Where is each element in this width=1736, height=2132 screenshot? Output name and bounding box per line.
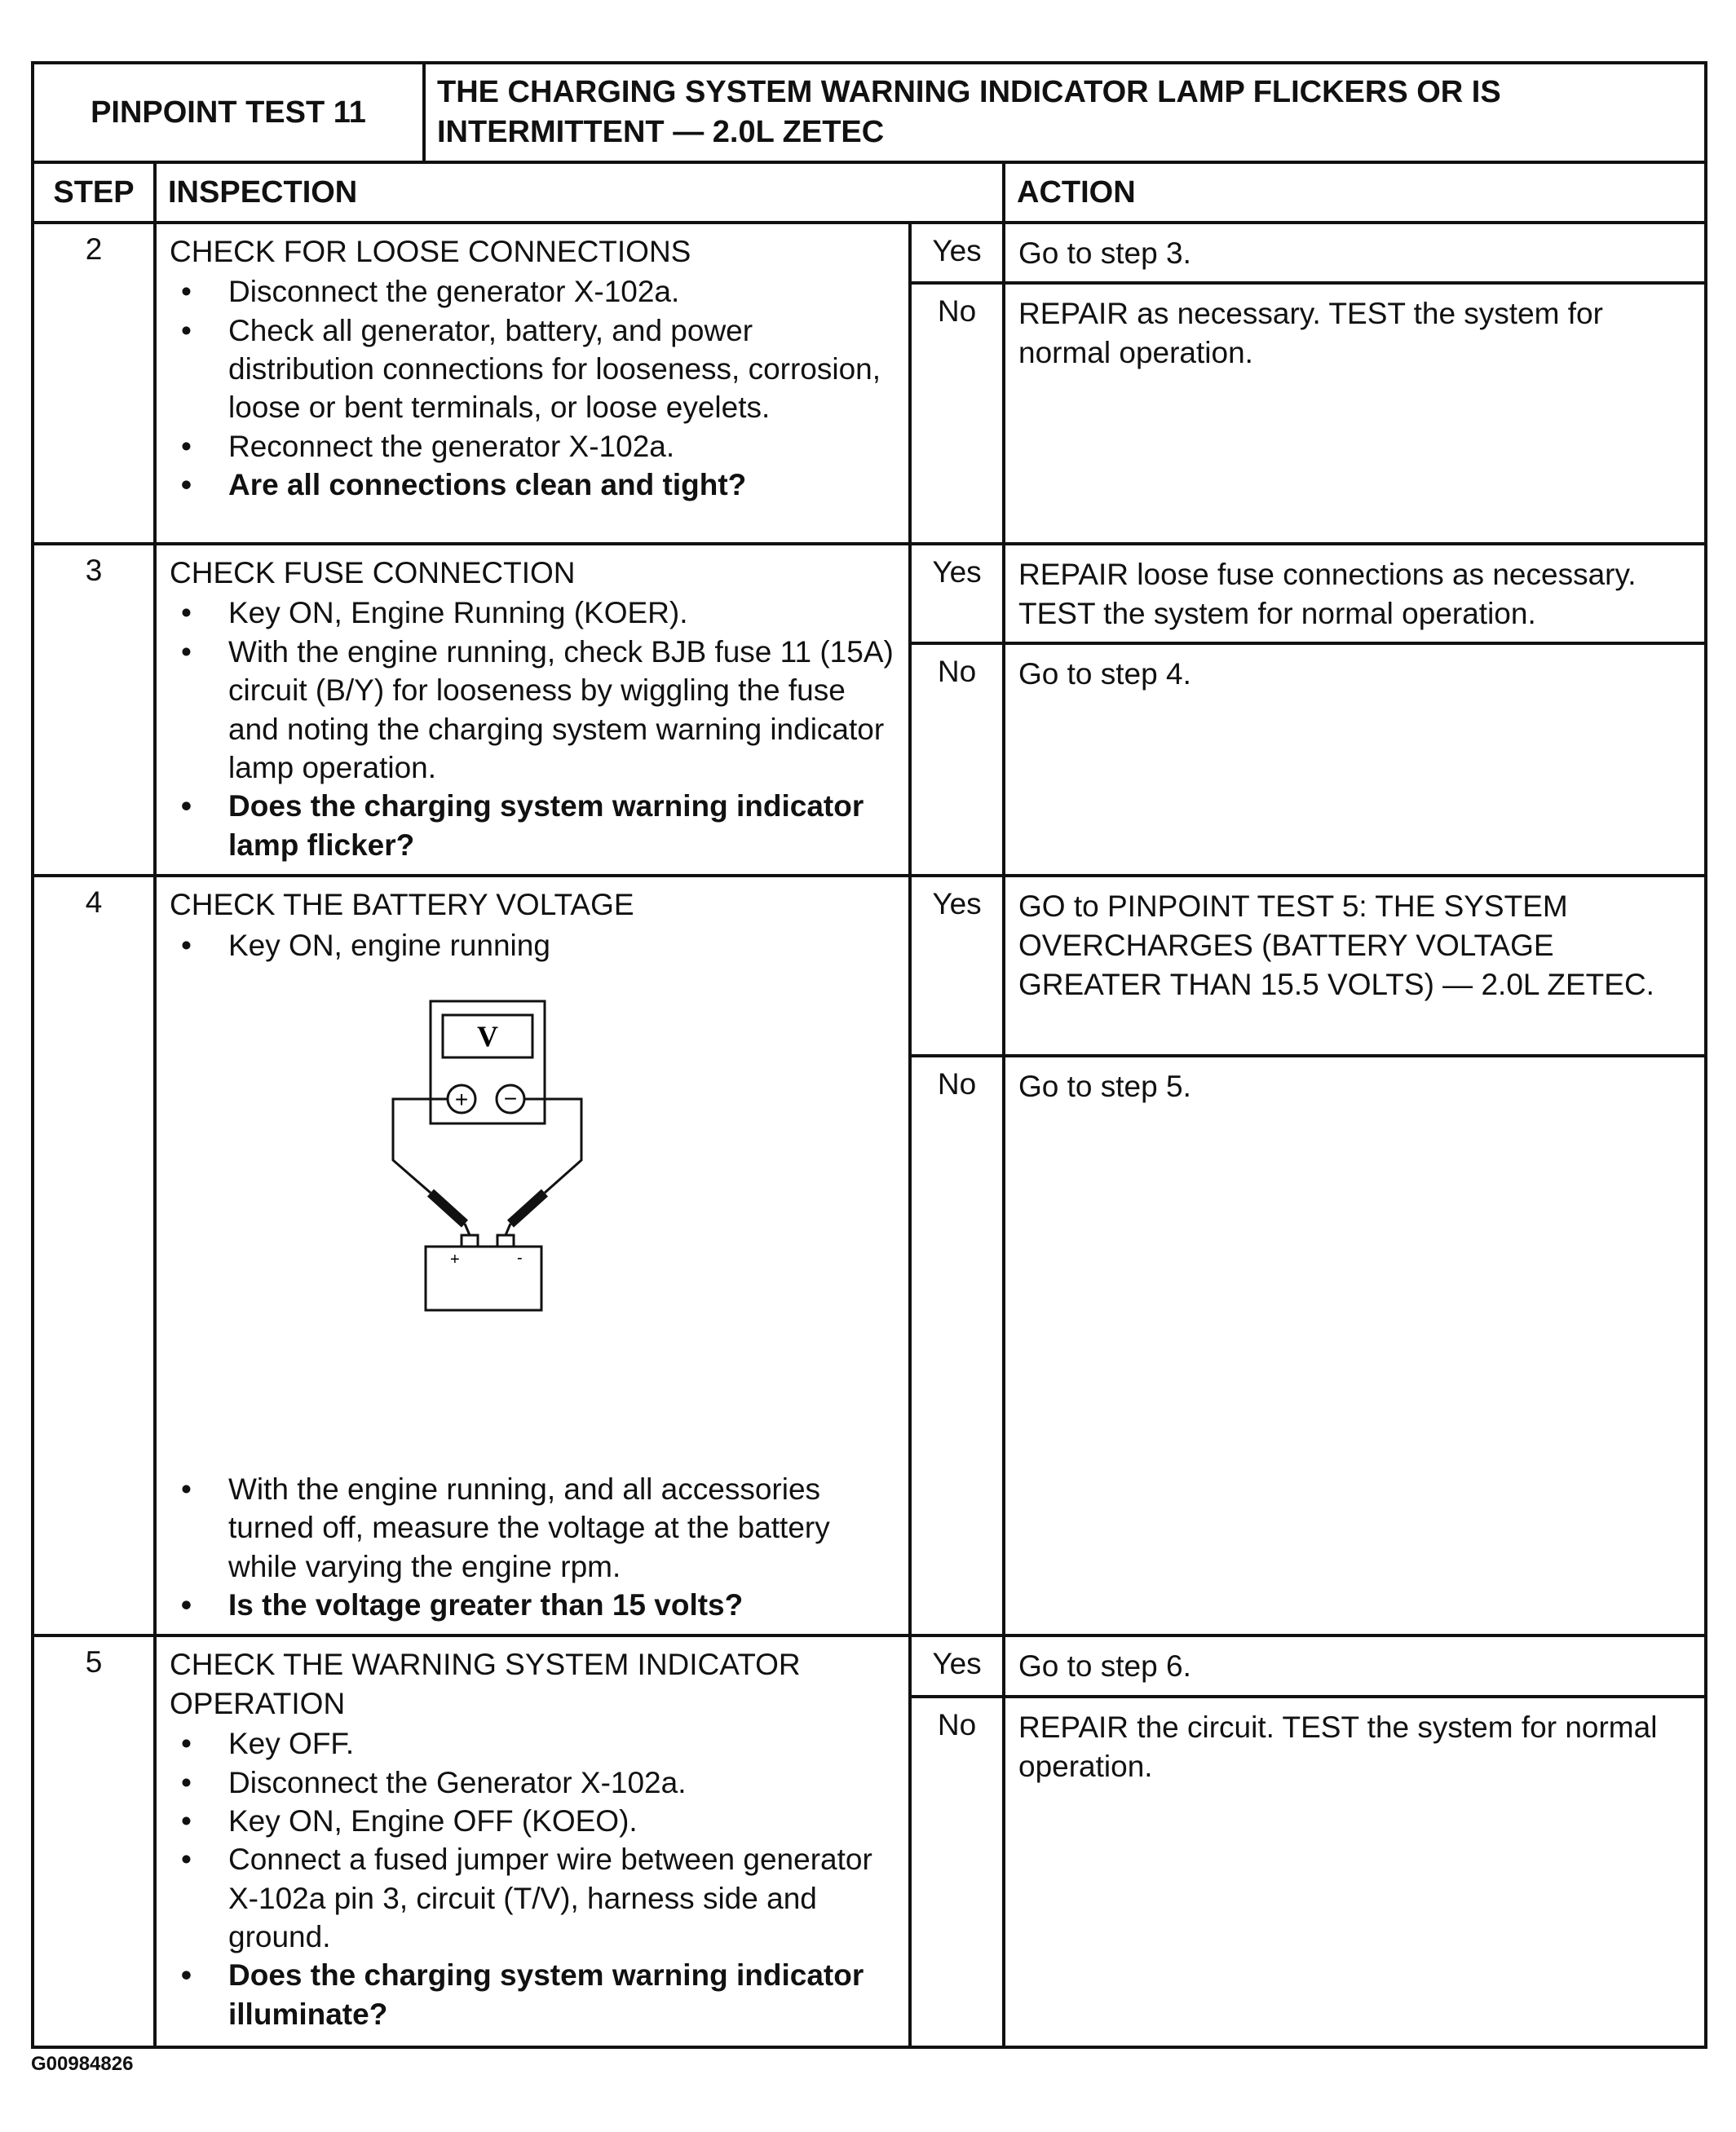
step-question: • Is the voltage greater than 15 volts?: [181, 1588, 744, 1622]
yes-action: GO to PINPOINT TEST 5: THE SYSTEM OVERCHARGES (BATTERY VOLTAGE GREATER THAN 15.5 VOLTS) — 2.0L ZETEC.: [1004, 876, 1706, 1055]
test-label: PINPOINT TEST 11: [91, 95, 366, 130]
step-inspection: [155, 1635, 910, 2046]
step-inspection: [155, 876, 910, 1635]
list-item: • Connect a fused jumper wire between generator X-102a pin 3, circuit (T/V), harness side and ground.: [181, 1843, 872, 1953]
step-number: 3: [33, 544, 155, 876]
step-question: • Does the charging system warning indicator illuminate?: [181, 1958, 864, 2031]
list-item: • With the engine running, and all accessories turned off, measure the voltage at the battery while varying the engine rpm.: [181, 1472, 830, 1583]
yes-action: Go to step 6.: [1004, 1635, 1706, 1696]
step-question: • Are all connections clean and tight?: [181, 468, 747, 502]
yes-action: REPAIR loose fuse connections as necessary. TEST the system for normal operation.: [1004, 544, 1706, 643]
no-label: No: [910, 1056, 1004, 1636]
no-action: Go to step 5.: [1004, 1056, 1706, 1636]
step-title: CHECK THE WARNING SYSTEM INDICATOR OPERATION: [170, 1648, 801, 1720]
yes-label: Yes: [910, 223, 1004, 283]
step-number: 2: [33, 223, 155, 544]
voltmeter-battery-diagram: [170, 964, 899, 1470]
minus-sign: −: [503, 1086, 518, 1111]
column-header-inspection: INSPECTION: [155, 162, 1004, 223]
pinpoint-table: [31, 61, 1707, 2049]
list-item: • With the engine running, check BJB fuse 11 (15A) circuit (B/Y) for looseness by wiggling the fuse and noting the charging system warning indicator lamp operation.: [181, 634, 894, 784]
battery-post-positive: [462, 1235, 478, 1247]
step-inspection: [155, 223, 910, 544]
yes-label: Yes: [910, 544, 1004, 643]
step-title: CHECK FUSE CONNECTION: [170, 556, 576, 590]
positive-probe-icon: [431, 1193, 465, 1224]
step-title: CHECK FOR LOOSE CONNECTIONS: [170, 235, 691, 268]
list-item: • Disconnect the generator X-102a.: [181, 275, 680, 309]
no-action: REPAIR as necessary. TEST the system for normal operation.: [1004, 283, 1706, 544]
battery-post-negative: [497, 1235, 514, 1247]
voltmeter-letter: V: [477, 1020, 498, 1053]
test-title-cell: [424, 63, 1706, 162]
negative-probe-icon: [510, 1193, 545, 1224]
pinpoint-test-sheet: [31, 61, 1704, 2049]
negative-lead: [524, 1099, 581, 1193]
list-item: • Check all generator, battery, and power distribution connections for looseness, corrosion, loose or bent terminals, or loose eyelets.: [181, 313, 881, 425]
list-item: • Key ON, Engine OFF (KOEO).: [181, 1803, 638, 1838]
list-item: • Disconnect the Generator X-102a.: [181, 1765, 687, 1799]
figure-code: G00984826: [31, 2053, 134, 2075]
list-item: • Reconnect the generator X-102a.: [181, 429, 675, 463]
battery-plus: +: [450, 1251, 460, 1269]
no-action: REPAIR the circuit. TEST the system for normal operation.: [1004, 1697, 1706, 2047]
step-question: • Does the charging system warning indicator lamp flicker?: [181, 789, 864, 862]
battery-icon: [426, 1247, 541, 1310]
no-label: No: [910, 643, 1004, 876]
yes-label: Yes: [910, 1635, 1004, 1696]
list-item: • Key ON, Engine Running (KOER).: [181, 596, 688, 630]
step-inspection: [155, 544, 910, 876]
no-action: Go to step 4.: [1004, 643, 1706, 876]
test-title: THE CHARGING SYSTEM WARNING INDICATOR LAMP FLICKERS OR IS INTERMITTENT — 2.0L ZETEC: [437, 74, 1501, 149]
column-header-action: ACTION: [1004, 162, 1706, 223]
positive-lead: [393, 1099, 448, 1193]
no-label: No: [910, 283, 1004, 544]
list-item: • Key ON, engine running: [181, 928, 550, 962]
step-number: 4: [33, 876, 155, 1635]
voltmeter-illustration: [390, 997, 602, 1323]
step-number: 5: [33, 1635, 155, 2046]
yes-label: Yes: [910, 876, 1004, 1055]
plus-sign: +: [454, 1087, 469, 1112]
yes-action: Go to step 3.: [1004, 223, 1706, 283]
list-item: • Key OFF.: [181, 1727, 355, 1761]
step-title: CHECK THE BATTERY VOLTAGE: [170, 888, 634, 922]
column-header-step: STEP: [33, 162, 155, 223]
test-number-cell: [33, 63, 424, 162]
battery-minus: -: [517, 1249, 523, 1267]
no-label: No: [910, 1697, 1004, 2047]
